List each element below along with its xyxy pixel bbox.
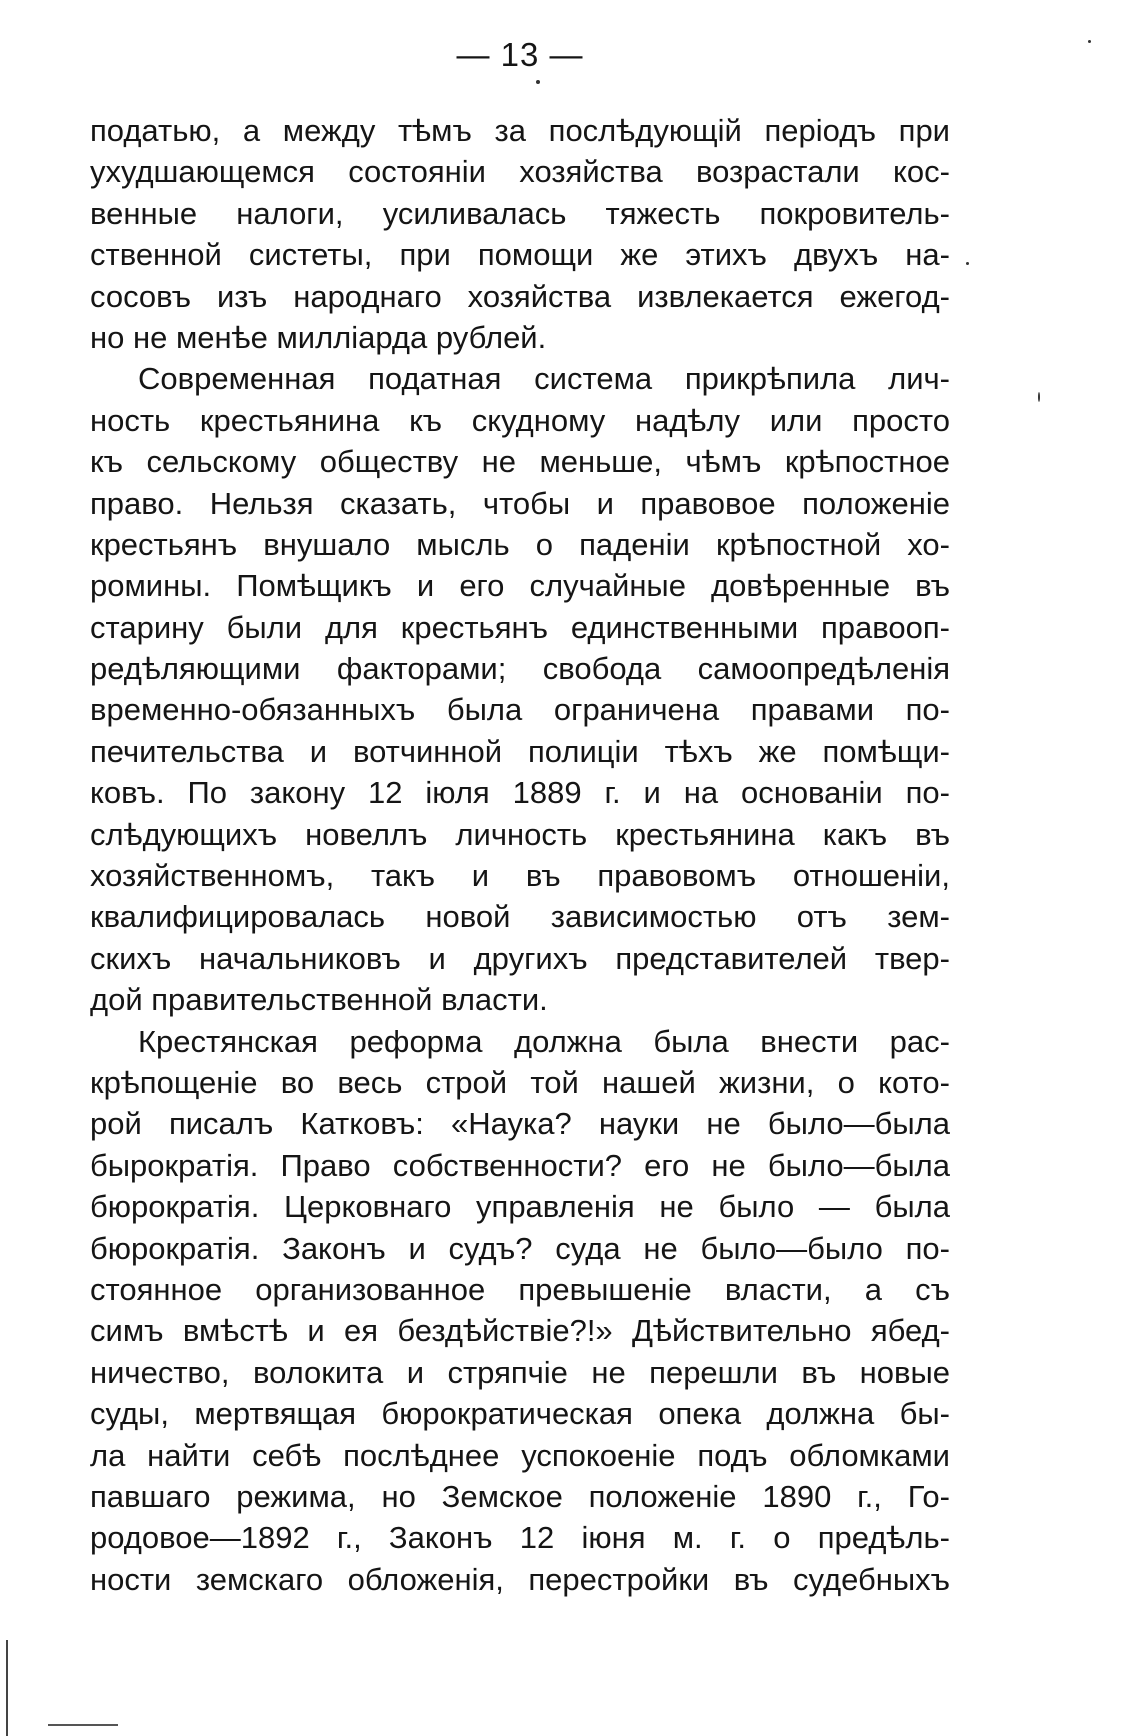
text-line: ственной систеты, при помощи же этихъ двухъ на-	[90, 237, 950, 273]
text-line: ромины. Помѣщикъ и его случайные довѣренные въ	[90, 568, 950, 604]
text-line: крестьянъ внушало мысль о паденіи крѣпостной хо-	[90, 526, 950, 562]
text-line: скихъ начальниковъ и другихъ представителей твер-	[90, 940, 950, 976]
text-line: бырократія. Право собственности? его не было—была	[90, 1147, 950, 1183]
scan-speck	[536, 80, 540, 84]
text-line: временно-обязанныхъ была ограничена правами по-	[90, 692, 950, 728]
text-line: Современная податная система прикрѣпила лич-	[138, 361, 950, 397]
text-line: бюрократія. Законъ и судъ? суда не было—было по-	[90, 1230, 950, 1266]
scan-edge-line	[6, 1640, 8, 1736]
text-line: павшаго режима, но Земское положеніе 1890 г., Го-	[90, 1478, 950, 1514]
text-line: сосовъ изъ народнаго хозяйства извлекается ежегод-	[90, 278, 950, 314]
text-line: ности земскаго обложенія, перестройки въ судебныхъ	[90, 1561, 950, 1597]
text-line: слѣдующихъ новеллъ личность крестьянина какъ въ	[90, 816, 950, 852]
text-line: родовое—1892 г., Законъ 12 іюня м. г. о предѣль-	[90, 1520, 950, 1556]
scan-speck	[1088, 40, 1091, 43]
text-line: бюрократія. Церковнаго управленія не было — была	[90, 1189, 950, 1225]
text-line: редѣляющими факторами; свобода самоопредѣленія	[90, 651, 950, 687]
scan-speck	[1038, 392, 1040, 402]
text-line: старину были для крестьянъ единственными правооп-	[90, 609, 950, 645]
text-line: ухудшающемся состояніи хозяйства возрастали кос-	[90, 154, 950, 190]
page-number: — 13 —	[456, 36, 584, 73]
text-line: хозяйственномъ, такъ и въ правовомъ отношеніи,	[90, 858, 950, 894]
text-line: ковъ. По закону 12 іюля 1889 г. и на основаніи по-	[90, 775, 950, 811]
text-line: ничество, волокита и стряпчіе не перешли въ новые	[90, 1354, 950, 1390]
text-line: печительства и вотчинной полиціи тѣхъ же помѣщи-	[90, 733, 950, 769]
text-line: квалифицировалась новой зависимостью отъ зем-	[90, 899, 950, 935]
text-line: ность крестьянина къ скудному надѣлу или просто	[90, 402, 950, 438]
text-line: венные налоги, усиливалась тяжесть покровитель-	[90, 195, 950, 231]
text-line: рой писалъ Катковъ: «Наука? науки не было—была	[90, 1106, 950, 1142]
text-line: крѣпощеніе во весь строй той нашей жизни, о кото-	[90, 1064, 950, 1100]
body-text	[90, 110, 950, 1600]
text-line: Крестянская реформа должна была внести рас-	[138, 1023, 950, 1059]
scan-bottom-mark	[48, 1724, 118, 1726]
text-line: къ сельскому обществу не меньше, чѣмъ крѣпостное	[90, 444, 950, 480]
text-line: стоянное организованное превышеніе власти, а съ	[90, 1271, 950, 1307]
text-line: но не менѣе милліарда рублей.	[90, 319, 547, 355]
text-line: право. Нельзя сказать, чтобы и правовое положеніе	[90, 485, 950, 521]
text-line: ла найти себѣ послѣднее успокоеніе подъ обломками	[90, 1437, 950, 1473]
text-line: податью, а между тѣмъ за послѣдующій періодъ при	[90, 113, 950, 148]
text-line: суды, мертвящая бюрократическая опека должна бы-	[90, 1396, 950, 1432]
text-line: дой правительственной власти.	[90, 982, 548, 1018]
text-line: симъ вмѣстѣ и ея бездѣйствіе?!» Дѣйствительно ябед-	[90, 1313, 950, 1349]
scan-speck	[966, 262, 969, 265]
